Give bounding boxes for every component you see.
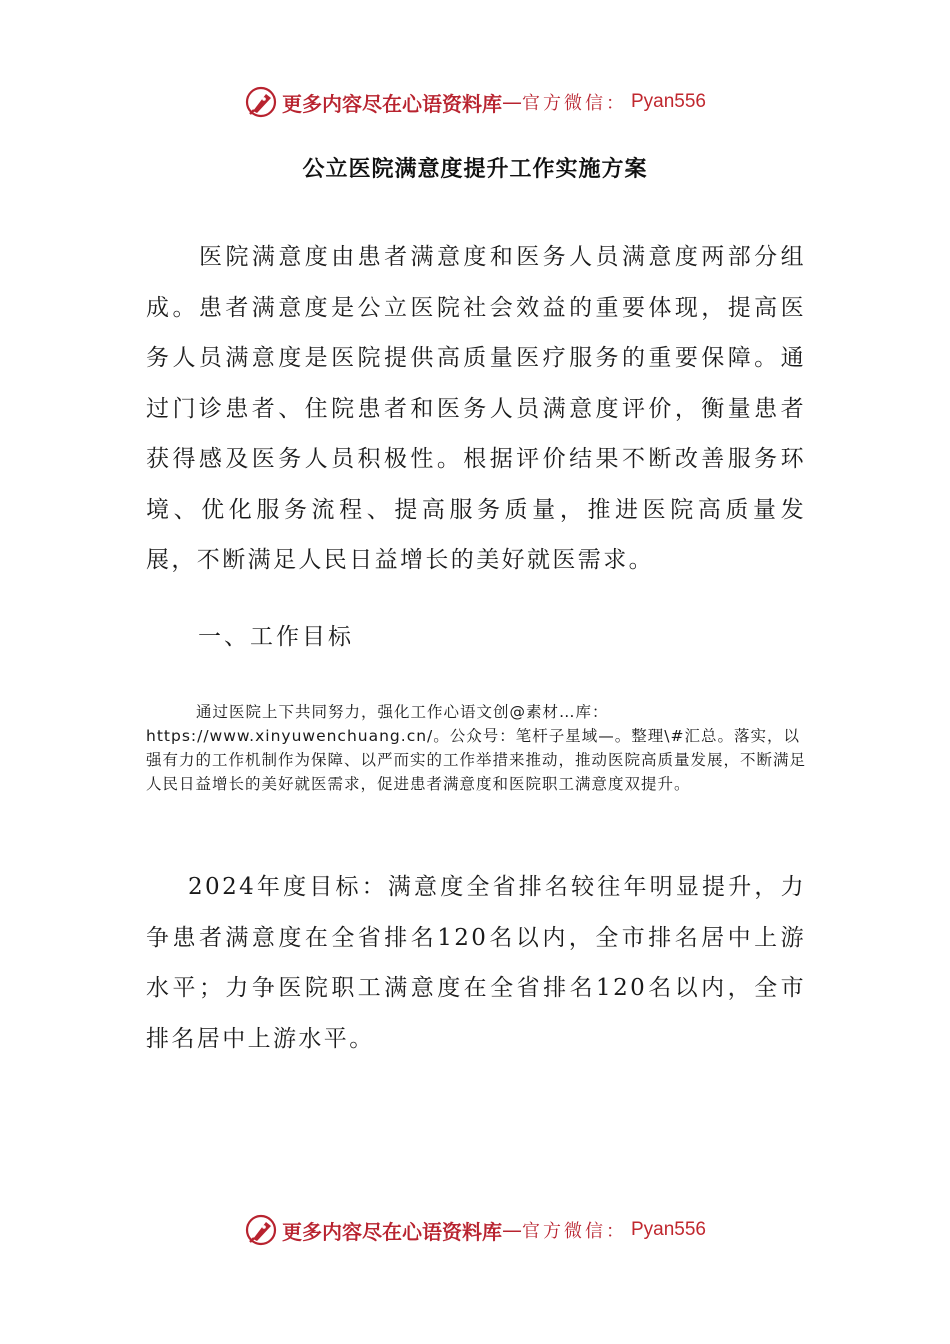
goals-paragraph xyxy=(146,700,806,796)
banner-wechat-id: Pyan556 xyxy=(630,91,706,112)
banner-brand: 更多内容尽在心语资料库 xyxy=(281,91,502,116)
banner-wechat-label: 官方微信： xyxy=(521,93,627,114)
banner-wechat-id: Pyan556 xyxy=(630,1219,706,1240)
pen-nib-logo-icon xyxy=(244,85,278,119)
footer-banner xyxy=(0,1210,950,1250)
document-title: 公立医院满意度提升工作实施方案 xyxy=(302,157,648,182)
goals-text: 通过医院上下共同努力，强化工作心语文创@素材…库：https://www.xinyuwenchuang.cn/。公众号：笔杆子星域—。整理\#汇总。落实，以强有力的工作机制作为保障、以严而实的工作举措来推动，推动医院高质量发展，不断满足人民日益增长的美好就医需求，促进患者满意度和医院职工满意度双提升。 xyxy=(146,703,807,793)
banner-separator: — xyxy=(501,90,522,114)
banner-wechat-label: 官方微信： xyxy=(521,1221,627,1242)
pen-nib-logo-icon xyxy=(244,1213,278,1247)
banner-brand: 更多内容尽在心语资料库 xyxy=(281,1219,502,1244)
intro-text: 医院满意度由患者满意度和医务人员满意度两部分组成。患者满意度是公立医院社会效益的重要体现，提高医务人员满意度是医院提供高质量医疗服务的重要保障。通过门诊患者、住院患者和医务人员满意度评价，衡量患者获得感及医务人员积极性。根据评价结果不断改善服务环境、优化服务流程、提高服务质量，推进医院高质量发展，不断满足人民日益增长的美好就医需求。 xyxy=(146,244,806,573)
banner-separator: — xyxy=(501,1218,522,1242)
intro-paragraph xyxy=(146,232,806,586)
goal-2024-text: 2024年度目标：满意度全省排名较往年明显提升，力争患者满意度在全省排名120名以内，全市排名居中上游水平；力争医院职工满意度在全省排名120名以内，全市排名居中上游水平。 xyxy=(146,874,806,1052)
section-heading-goals: 一、工作目标 xyxy=(198,624,354,650)
goal-2024-paragraph xyxy=(146,862,806,1064)
header-banner xyxy=(0,82,950,122)
